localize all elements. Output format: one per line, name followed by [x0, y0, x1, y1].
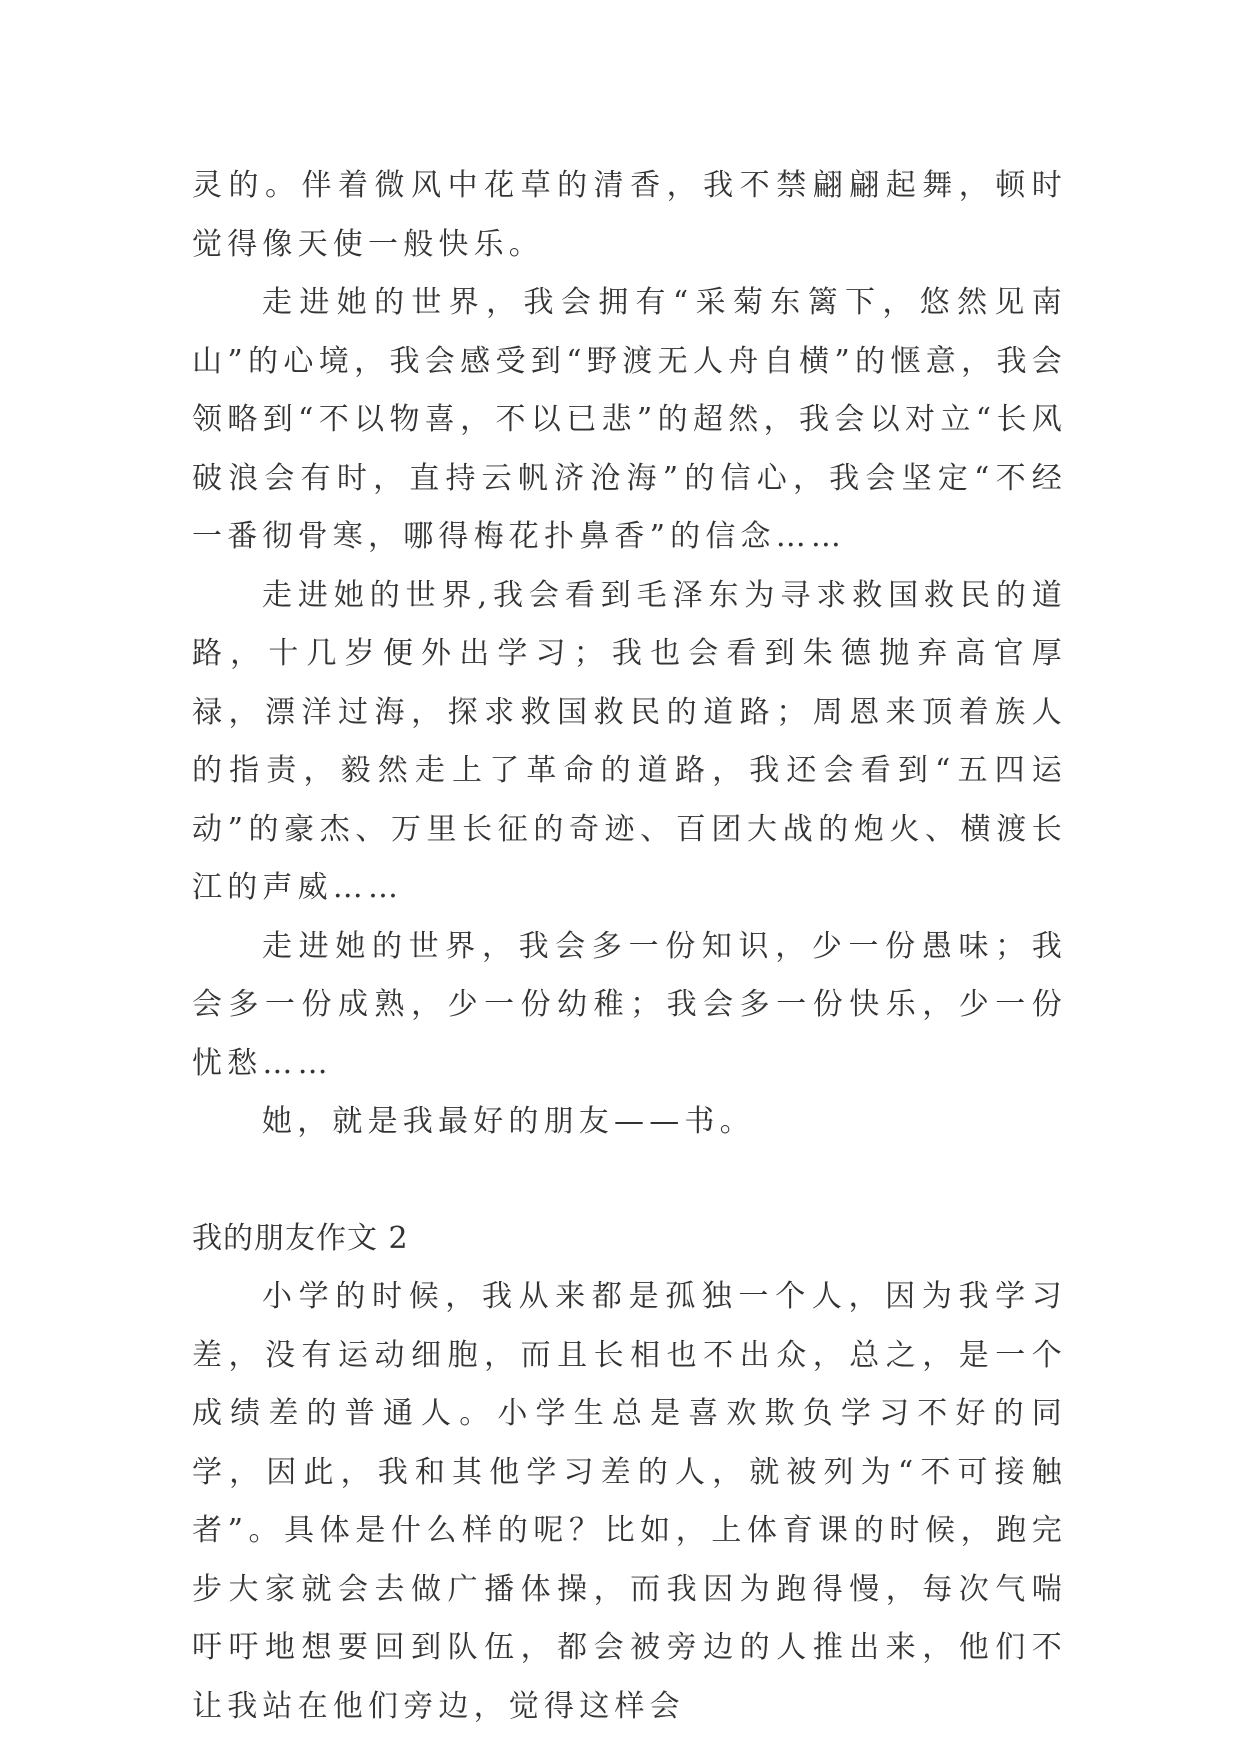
paragraph-continuation: 灵的。伴着微风中花草的清香，我不禁翩翩起舞，顿时觉得像天使一般快乐。: [192, 168, 1067, 262]
document-body: [192, 157, 1067, 1736]
paragraph-primary-school: 小学的时候，我从来都是孤独一个人，因为我学习差，没有运动细胞，而且长相也不出众，总之，是一个成绩差的普通人。小学生总是喜欢欺负学习不好的同学，因此，我和其他学习差的人，就被列为“不可接触者”。具体是什么样的呢？比如，上体育课的时候，跑完步大家就会去做广播体操，而我因为跑得慢，每次气喘吁吁地想要回到队伍，都会被旁边的人推出来，他们不让我站在他们旁边，觉得这样会: [192, 1279, 1067, 1724]
paragraph-her-world-history: 走进她的世界,我会看到毛泽东为寻求救国救民的道路，十几岁便外出学习；我也会看到朱德抛弃高官厚禄，漂洋过海，探求救国救民的道路；周恩来顶着族人的指责，毅然走上了革命的道路，我还会看到“五四运动”的豪杰、万里长征的奇迹、百团大战的炮火、横渡长江的声威……: [192, 577, 1067, 905]
paragraph-conclusion: 她，就是我最好的朋友——书。: [262, 1104, 755, 1139]
paragraph-her-world-poetry: 走进她的世界，我会拥有“采菊东篱下，悠然见南山”的心境，我会感受到“野渡无人舟自横”的惬意，我会领略到“不以物喜，不以已悲”的超然，我会以对立“长风破浪会有时，直持云帆济沧海”的信心，我会坚定“不经一番彻骨寒，哪得梅花扑鼻香”的信念……: [192, 285, 1067, 554]
section-title: 我的朋友作文 2: [192, 1220, 409, 1256]
paragraph-her-world-growth: 走进她的世界，我会多一份知识，少一份愚味；我会多一份成熟，少一份幼稚；我会多一份快乐，少一份忧愁……: [192, 928, 1067, 1081]
